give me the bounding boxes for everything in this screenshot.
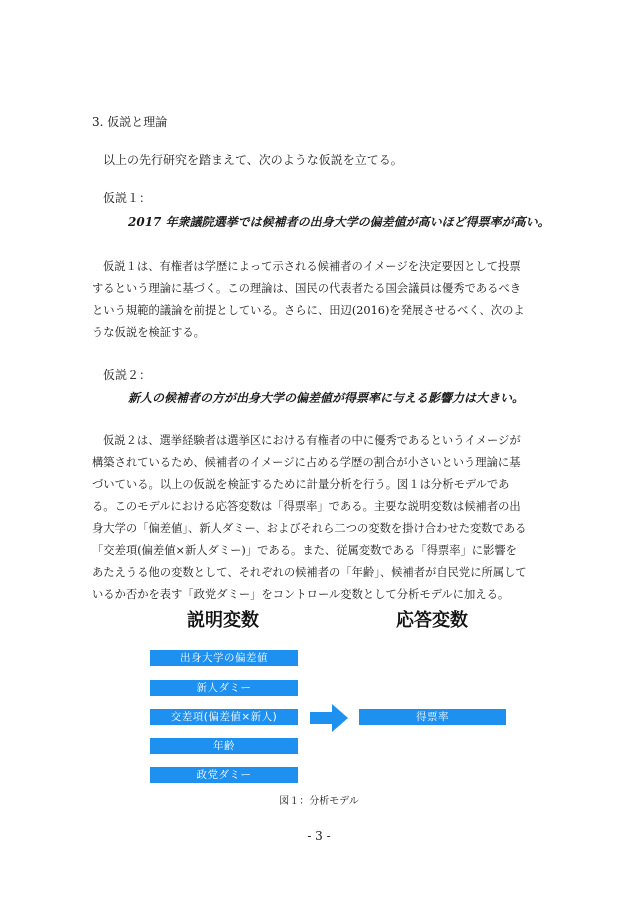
paragraph-2-line: 構築されているため、候補者のイメージに占める学歴の割合が小さいという理論に基 xyxy=(92,456,521,469)
section-heading: 3. 仮説と理論 xyxy=(92,115,168,129)
response-var-box: 得票率 xyxy=(359,709,506,725)
paragraph-1-line: 仮説１は、有権者は学歴によって示される候補者のイメージを決定要因として投票 xyxy=(103,260,521,273)
intro-text: 以上の先行研究を踏まえて、次のような仮説を立てる。 xyxy=(103,153,403,167)
arrow-right-icon xyxy=(310,704,348,732)
figure-caption: 図１：分析モデル xyxy=(279,796,359,807)
explanatory-var-box: 新人ダミー xyxy=(150,680,298,696)
paragraph-1-line: うな仮説を検証する。 xyxy=(92,326,205,339)
explanatory-variables-heading: 説明変数 xyxy=(187,610,259,631)
response-variable-heading: 応答変数 xyxy=(396,610,468,631)
hypothesis1-statement: 2017 年衆議院選挙では候補者の出身大学の偏差値が高いほど得票率が高い。 xyxy=(128,215,550,229)
paragraph-2-line: 「交差項(偏差値×新人ダミー)」である。また、従属変数である「得票率」に影響を xyxy=(92,544,517,557)
paragraph-1 xyxy=(92,256,550,344)
hypothesis2-statement: 新人の候補者の方が出身大学の偏差値が得票率に与える影響力は大きい。 xyxy=(128,391,525,405)
hypothesis1-label: 仮説１： xyxy=(103,191,152,205)
explanatory-var-box: 政党ダミー xyxy=(150,767,298,783)
paragraph-1-line: するという理論に基づく。この理論は、国民の代表者たる国会議員は優秀であるべき xyxy=(92,282,522,295)
paragraph-2-line: 身大学の「偏差値」、新人ダミー、およびそれら二つの変数を掛け合わせた変数である xyxy=(92,522,527,535)
explanatory-var-box: 交差項(偏差値×新人) xyxy=(150,709,298,725)
paragraph-2-line: る。このモデルにおける応答変数は「得票率」である。主要な説明変数は候補者の出 xyxy=(92,500,521,513)
hypothesis2-label: 仮説２： xyxy=(103,368,152,382)
page-number: - 3 - xyxy=(307,829,331,843)
paragraph-2-line: いるか否かを表す「政党ダミー」をコントロール変数として分析モデルに加える。 xyxy=(92,588,510,601)
paragraph-2-line: あたえうる他の変数として、それぞれの候補者の「年齢」、候補者が自民党に所属して xyxy=(92,566,527,579)
paragraph-1-line: という規範的議論を前提としている。さらに、田辺(2016)を発展させるべく、次のよ xyxy=(92,304,525,317)
explanatory-var-box: 年齢 xyxy=(150,738,298,754)
paragraph-2-line: 仮説２は、選挙経験者は選挙区における有権者の中に優秀であるというイメージが xyxy=(103,434,521,447)
explanatory-var-box: 出身大学の偏差値 xyxy=(150,650,298,666)
paragraph-2 xyxy=(92,430,550,606)
paragraph-2-line: づいている。以上の仮説を検証するために計量分析を行う。図１は分析モデルであ xyxy=(92,478,510,491)
